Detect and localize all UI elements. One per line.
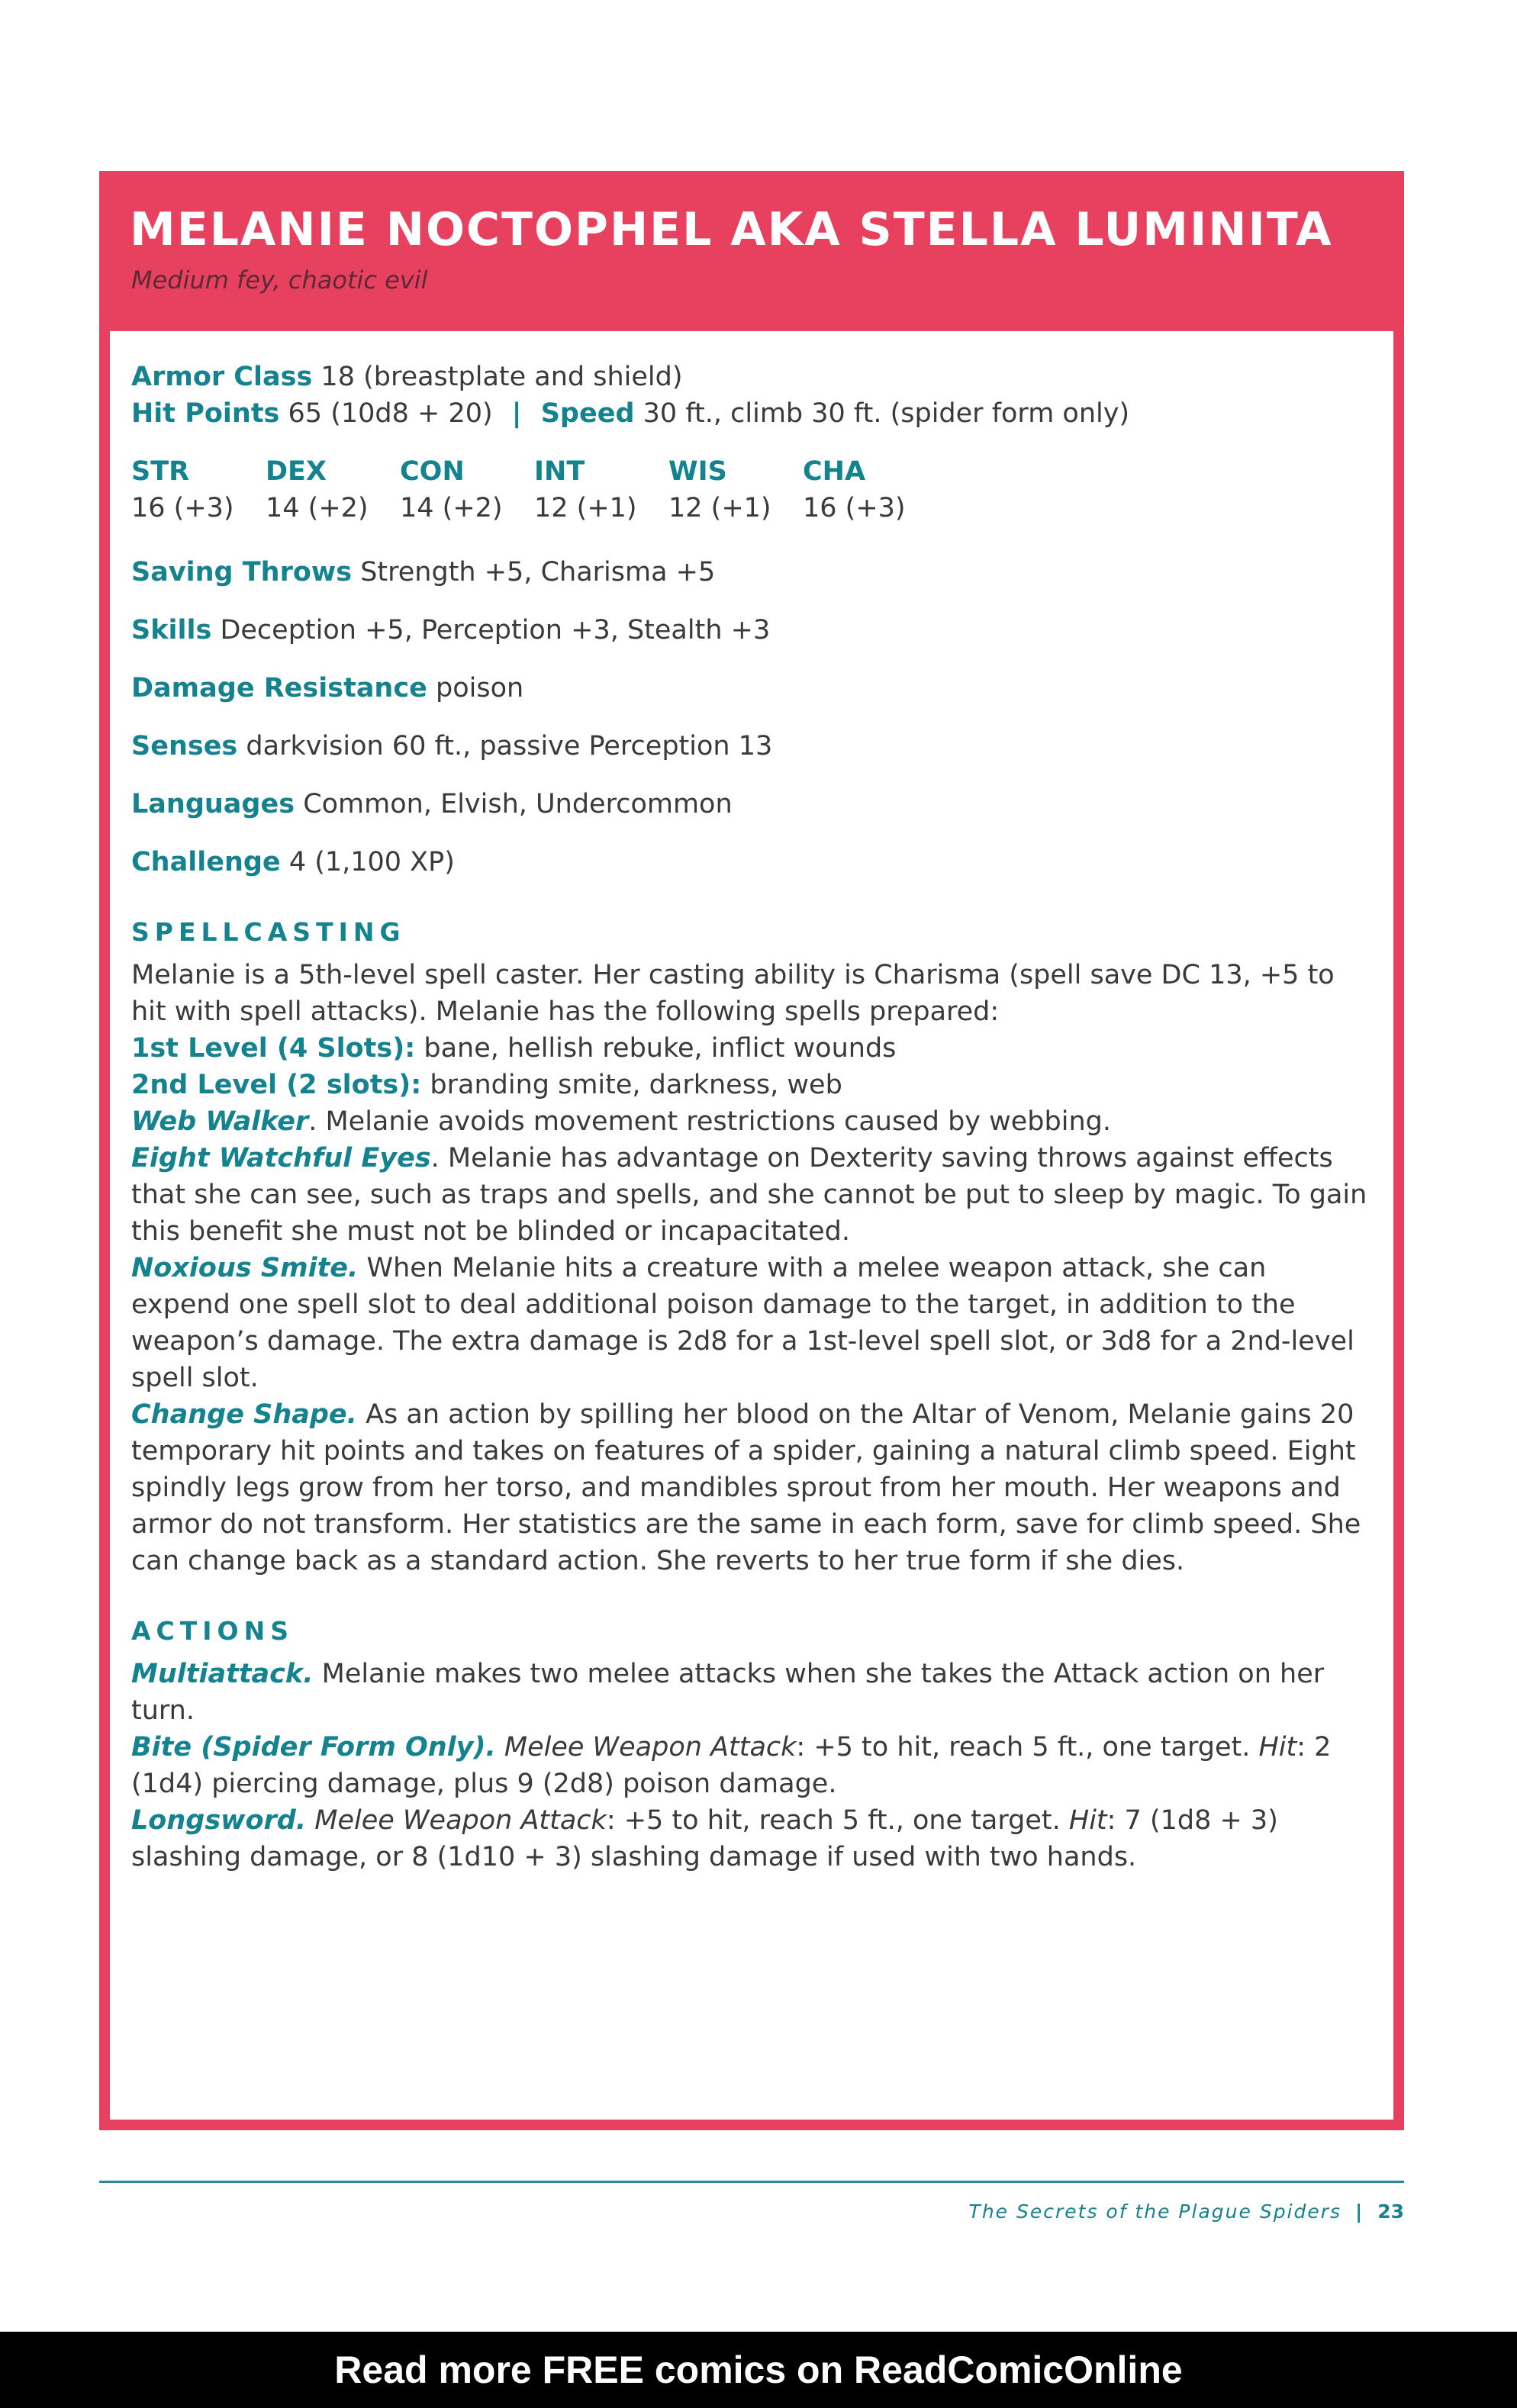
action-name: Longsword. — [131, 1805, 307, 1836]
trait-name: Noxious Smite. — [131, 1253, 359, 1283]
property-value: poison — [435, 673, 524, 703]
stat-block-body — [110, 331, 1393, 2120]
page-footer — [969, 2200, 1404, 2223]
attack-type: Melee Weapon Attack — [504, 1732, 797, 1763]
property-value: Strength +5, Charisma +5 — [360, 557, 716, 588]
action-name: Multiattack. — [131, 1659, 314, 1689]
damage-resistance — [131, 670, 1372, 707]
ability-value: 14 (+2) — [400, 493, 503, 523]
property-label: Damage Resistance — [131, 673, 427, 703]
trait-eight-watchful-eyes — [131, 1140, 1372, 1250]
ability-value: 16 (+3) — [803, 493, 906, 523]
property-value: Common, Elvish, Undercommon — [303, 789, 733, 819]
attack-text: : +5 to hit, reach 5 ft., one target. — [796, 1732, 1259, 1763]
action-bite — [131, 1729, 1372, 1802]
ability-con — [400, 453, 534, 526]
action-longsword — [131, 1802, 1372, 1875]
property-label: Saving Throws — [131, 557, 353, 588]
ability-name: STR — [131, 456, 190, 487]
action-multiattack — [131, 1656, 1372, 1729]
spellcasting-heading: SPELLCASTING — [131, 917, 406, 947]
action-name: Bite (Spider Form Only). — [131, 1732, 496, 1763]
hit-text: : 2 (1d4) piercing damage, plus 9 (2d8) poison damage. — [131, 1732, 1332, 1799]
trait-web-walker — [131, 1103, 1372, 1140]
property-label: Senses — [131, 731, 238, 761]
promo-banner-text[interactable]: Read more FREE comics on ReadComicOnline — [334, 2348, 1183, 2391]
property-label: Challenge — [131, 847, 281, 877]
ability-name: DEX — [266, 456, 327, 487]
property-label: Skills — [131, 615, 212, 645]
creature-type: Medium fey, chaotic evil — [131, 266, 428, 295]
hit-label: Hit — [1258, 1732, 1297, 1763]
attack-text: : +5 to hit, reach 5 ft., one target. — [606, 1805, 1069, 1836]
property-label: Languages — [131, 789, 295, 819]
trait-text: As an action by spilling her blood on the Altar of Venom, Melanie gains 20 temporary hit points and takes on features of a spider, gaining a natural climb speed. Eight spindly legs grow from her torso, and mandibles sprout from her mouth. Her weapons and armor do not transform. Her statistics are the same in each form, save for climb speed. She can change back as a standard action. She reverts to her true form if she dies. — [131, 1399, 1361, 1576]
ability-scores — [131, 453, 1372, 526]
trait-name: Eight Watchful Eyes — [131, 1143, 431, 1173]
ability-value: 16 (+3) — [131, 493, 234, 523]
property-value: darkvision 60 ft., passive Perception 13 — [246, 731, 773, 761]
separator: | — [511, 398, 522, 429]
spell-list: branding smite, darkness, web — [430, 1070, 842, 1100]
armor-class-value: 18 (breastplate and shield) — [320, 362, 683, 392]
speed-value: 30 ft., climb 30 ft. (spider form only) — [643, 398, 1130, 429]
spell-level-1 — [131, 1030, 1372, 1067]
ability-value: 12 (+1) — [668, 493, 771, 523]
ability-name: INT — [534, 456, 585, 487]
ability-cha — [803, 453, 937, 526]
ability-int — [534, 453, 668, 526]
spell-level-label: 1st Level (4 Slots): — [131, 1033, 416, 1064]
trait-noxious-smite — [131, 1250, 1372, 1396]
ability-dex — [266, 453, 400, 526]
senses — [131, 728, 1372, 765]
hit-points-label: Hit Points — [131, 398, 280, 429]
promo-banner[interactable] — [0, 2332, 1517, 2408]
ability-value: 14 (+2) — [266, 493, 369, 523]
attack-type: Melee Weapon Attack — [314, 1805, 607, 1836]
property-value: Deception +5, Perception +3, Stealth +3 — [220, 615, 771, 645]
ability-name: CON — [400, 456, 465, 487]
trait-text: . Melanie has advantage on Dexterity saving throws against effects that she can see, such as traps and spells, and she cannot be put to sleep by magic. To gain this benefit she must not be blinded or incapacitated. — [131, 1143, 1367, 1247]
trait-text: When Melanie hits a creature with a melee weapon attack, she can expend one spell slot to deal additional poison damage to the target, in addition to the weapon’s damage. The extra damage is 2d8 for a 1st-level spell slot, or 3d8 for a 2nd-level spell slot. — [131, 1253, 1354, 1393]
ability-wis — [668, 453, 803, 526]
hit-text: : 7 (1d8 + 3) slashing damage, or 8 (1d10 + 3) slashing damage if used with two hands. — [131, 1805, 1278, 1872]
languages — [131, 786, 1372, 823]
trait-name: Change Shape. — [131, 1399, 357, 1430]
spell-level-2 — [131, 1067, 1372, 1103]
armor-class-label: Armor Class — [131, 362, 313, 392]
ability-name: CHA — [803, 456, 866, 487]
stat-block — [99, 171, 1404, 2130]
page-number: 23 — [1377, 2200, 1404, 2223]
hit-points-value: 65 (10d8 + 20) — [288, 398, 493, 429]
creature-name: MELANIE NOCTOPHEL AKA STELLA LUMINITA — [130, 203, 1333, 256]
spell-level-label: 2nd Level (2 slots): — [131, 1070, 422, 1100]
skills — [131, 612, 1372, 649]
challenge — [131, 844, 1372, 880]
spellcasting-intro: Melanie is a 5th-level spell caster. Her casting ability is Charisma (spell save DC 13, +5 to hit with spell attacks). Melanie has the following spells prepared: — [131, 960, 1335, 1027]
speed-label: Speed — [540, 398, 635, 429]
saving-throws — [131, 554, 1372, 591]
ability-value: 12 (+1) — [534, 493, 637, 523]
spell-list: bane, hellish rebuke, inflict wounds — [424, 1033, 897, 1064]
trait-name: Web Walker — [131, 1106, 309, 1137]
ability-name: WIS — [668, 456, 727, 487]
hit-points-line — [131, 395, 1372, 432]
stat-block-header — [99, 171, 1404, 331]
action-text: Melanie makes two melee attacks when she takes the Attack action on her turn. — [131, 1659, 1325, 1726]
ability-str — [131, 453, 266, 526]
property-value: 4 (1,100 XP) — [288, 847, 455, 877]
book-title: The Secrets of the Plague Spiders — [968, 2200, 1342, 2223]
footer-separator: | — [1355, 2200, 1364, 2223]
footer-rule — [99, 2181, 1404, 2183]
trait-text: . Melanie avoids movement restrictions caused by webbing. — [308, 1106, 1111, 1137]
armor-class-line — [131, 359, 1372, 395]
hit-label: Hit — [1068, 1805, 1107, 1836]
actions-heading: ACTIONS — [131, 1616, 294, 1646]
trait-change-shape — [131, 1396, 1372, 1579]
